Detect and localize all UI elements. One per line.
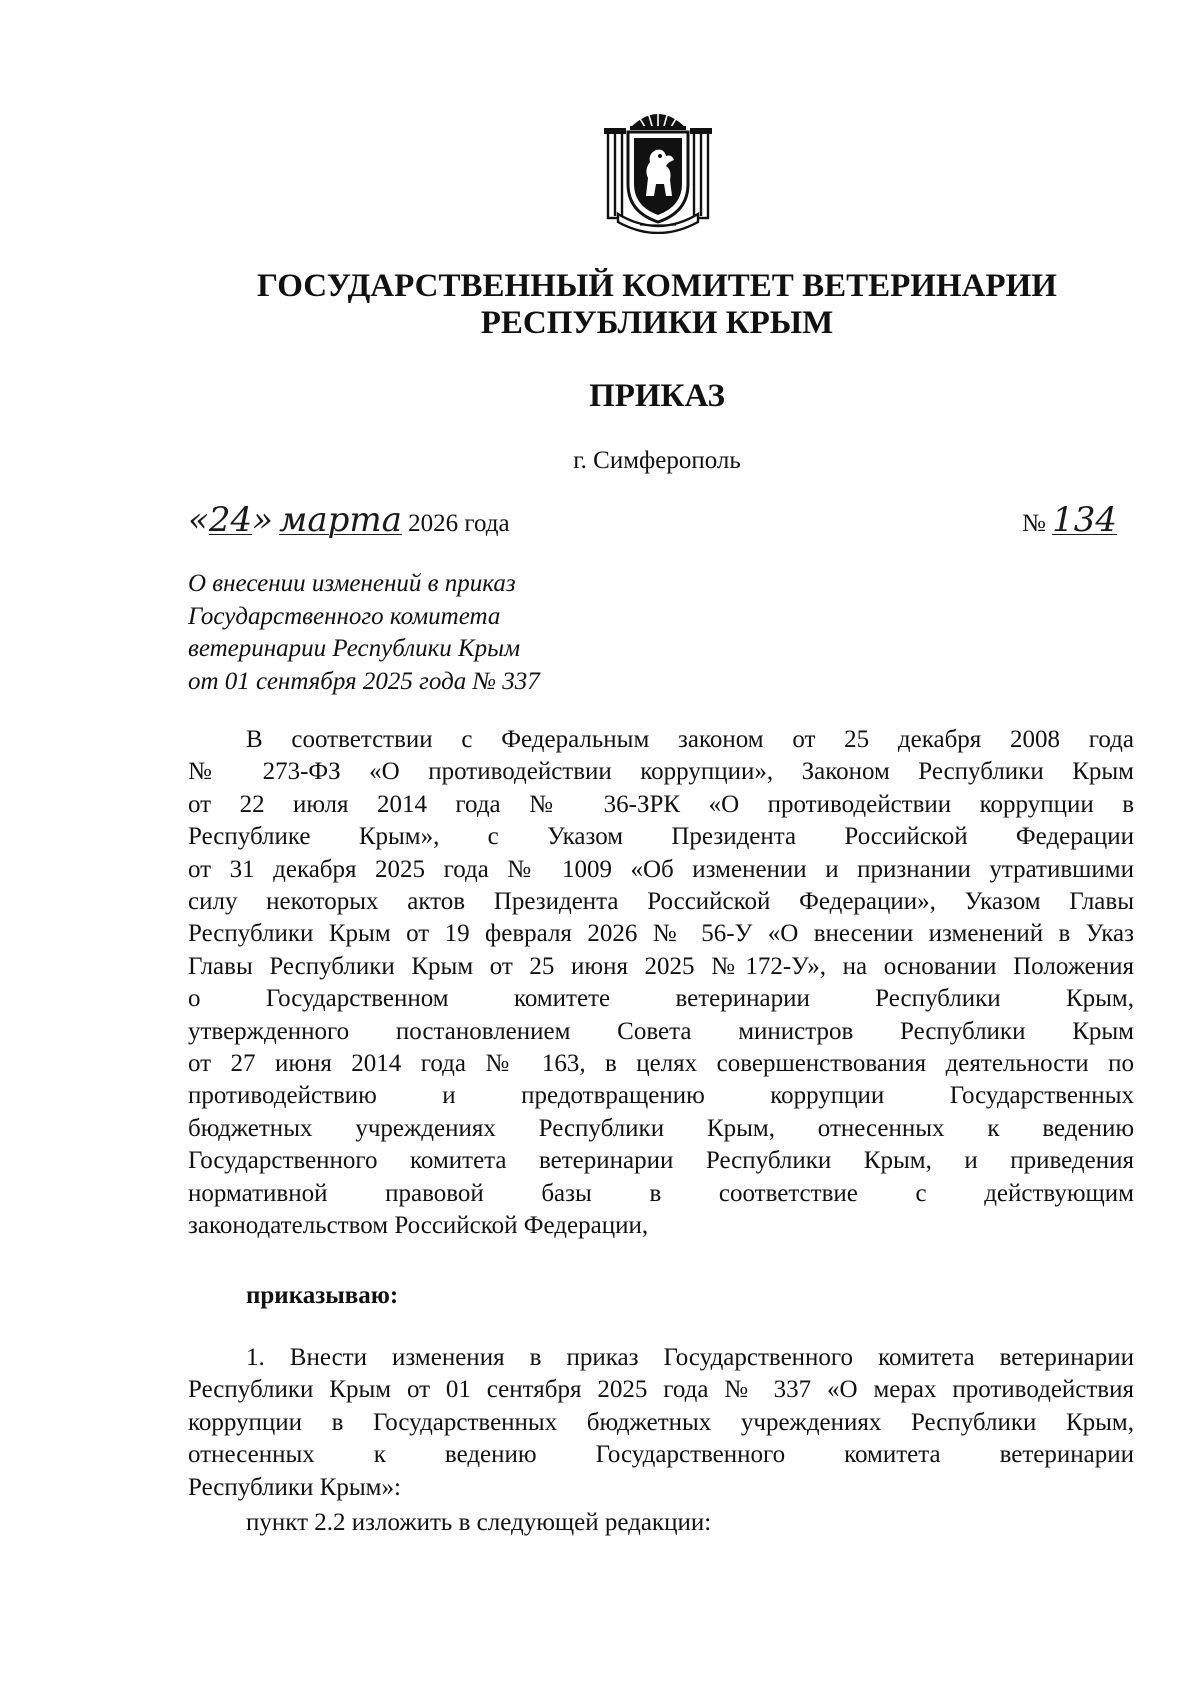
preamble-paragraph	[188, 724, 1134, 1243]
preamble-line: Государственного комитета ветеринарии Республики Крым, и приведения	[188, 1147, 1134, 1175]
city-name: г. Симферополь	[573, 447, 741, 474]
preamble-line: от 27 июня 2014 года № 163, в целях совершенствования деятельности по	[188, 1050, 1134, 1078]
item-line: 1. Внести изменения в приказ Государственного комитета ветеринарии	[246, 1344, 1134, 1371]
document-date	[188, 500, 510, 544]
preamble-line: силу некоторых актов Президента Российской Федерации», Указом Главы	[188, 888, 1134, 916]
subject-line: О внесении изменений в приказ	[188, 570, 516, 597]
document-number	[1022, 500, 1117, 544]
date-month-handwritten: марта	[279, 500, 402, 540]
date-day-handwritten: 24	[208, 500, 253, 540]
decree-word: приказываю:	[246, 1282, 399, 1309]
document-type: ПРИКАЗ	[589, 378, 725, 414]
item-line: отнесенных к ведению Государственного комитета ветеринарии	[188, 1441, 1134, 1469]
organization-name	[0, 268, 1200, 342]
item-line: Республики Крым»:	[188, 1473, 401, 1501]
preamble-line: от 22 июля 2014 года № 36-ЗРК «О противодействии коррупции в	[188, 790, 1134, 818]
preamble-line: о Государственном комитете ветеринарии Республики Крым,	[188, 985, 1134, 1013]
sub-item-text: пункт 2.2 изложить в следующей редакции:	[246, 1509, 712, 1536]
subject-line: ветеринарии Республики Крым	[188, 635, 521, 662]
preamble-line: законодательством Российской Федерации,	[188, 1212, 649, 1240]
number-label: №	[1022, 510, 1046, 537]
number-value-handwritten: 134	[1052, 500, 1118, 540]
order-subject	[188, 568, 628, 698]
preamble-line: бюджетных учреждениях Республики Крым, отнесенных к ведению	[188, 1114, 1134, 1142]
preamble-line: Главы Республики Крым от 25 июня 2025 №172-У», на основании Положения	[188, 952, 1134, 980]
date-year: 2026 года	[408, 510, 510, 537]
preamble-line: нормативной правовой базы в соответствие с действующим	[188, 1179, 1134, 1207]
item-line: коррупции в Государственных бюджетных учреждениях Республики Крым,	[188, 1408, 1134, 1436]
preamble-line: В соответствии с Федеральным законом от 25 декабря 2008 года	[246, 726, 1134, 753]
date-open-quote: «	[188, 500, 209, 540]
preamble-line: от 31 декабря 2025 года № 1009 «Об изменении и признании утратившими	[188, 855, 1134, 883]
preamble-line: Республики Крым от 19 февраля 2026 № 56-У «О внесении изменений в Указ	[188, 920, 1134, 948]
order-item-1	[188, 1342, 1134, 1504]
preamble-line: Республике Крым», с Указом Президента Российской Федерации	[188, 823, 1134, 851]
date-close-quote: »	[252, 500, 273, 540]
org-name-line-2: РЕСПУБЛИКИ КРЫМ	[480, 305, 834, 341]
preamble-line: утвержденного постановлением Совета министров Республики Крым	[188, 1017, 1134, 1045]
crimea-coat-of-arms-icon	[600, 104, 716, 234]
preamble-line: № 273-ФЗ «О противодействии коррупции», Законом Республики Крым	[188, 758, 1134, 786]
preamble-line: противодействию и предотвращению коррупции Государственных	[188, 1082, 1134, 1110]
org-name-line-1: ГОСУДАРСТВЕННЫЙ КОМИТЕТ ВЕТЕРИНАРИИ	[257, 268, 1057, 304]
subject-line: от 01 сентября 2025 года № 337	[188, 667, 540, 695]
subject-line: Государственного комитета	[188, 602, 501, 630]
item-line: Республики Крым от 01 сентября 2025 года № 337 «О мерах противодействия	[188, 1376, 1134, 1404]
